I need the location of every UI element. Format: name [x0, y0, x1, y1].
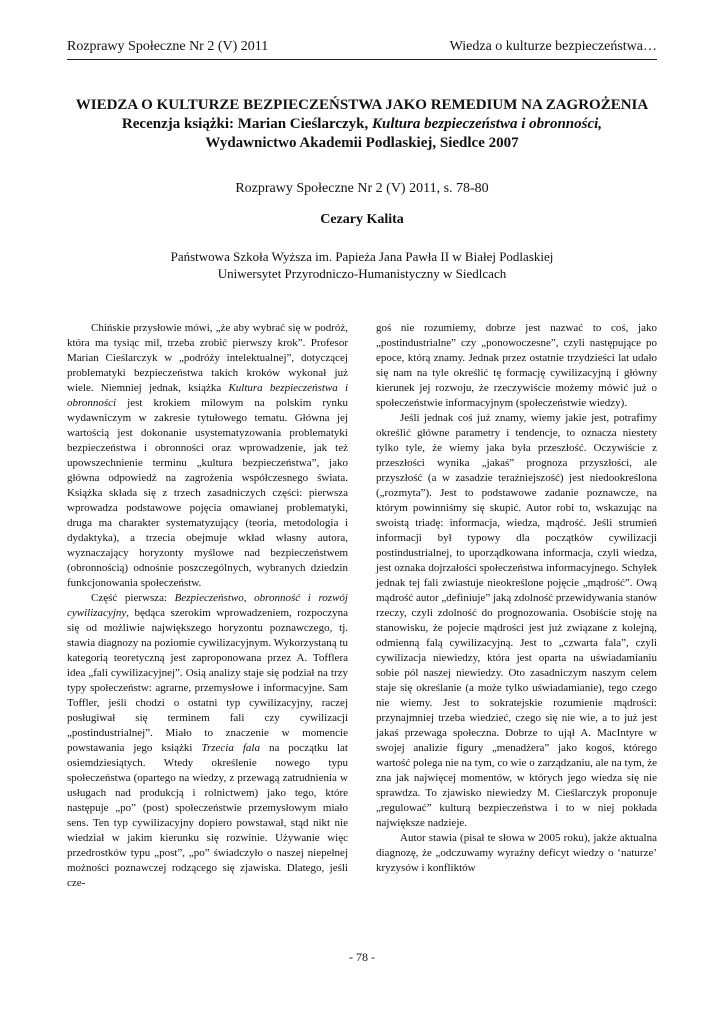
- affiliations: [67, 248, 657, 282]
- paragraph: [67, 591, 348, 891]
- text-run: na początku lat osiemdziesiątych. Wtedy określenie nowego typu społeczeństwa (opartego na wiedzy, z przewagą zatrudnienia w usługach nad produkcją i rolnictwem) jako tego, które następuje „po” (post) społeczeństwie przemysłowym miało sens. Ten typ cywilizacyjny dopiero powstawał, stąd nikt nie wiedział w jakim kierunku się rozwinie. Używanie więc przedrostków typu „post”, „po” świadczyło o naszej niepełnej możności poznawczej rodzącego się zjawiska. Dlatego, jeśli cze-: [67, 742, 348, 889]
- paragraph: goś nie rozumiemy, dobrze jest nazwać to coś, jako „postindustrialne” czy „ponowoczesne”, czyli następujące po epoce, którą znamy. Jednak przez ostatnie trzydzieści lat udało się nam na tyle określić tę formację cywilizacyjną i główny kierunek jej rozwoju, że rzeczywiście możemy mówić już o społeczeństwie informacyjnym (społeczeństwie wiedzy).: [376, 322, 657, 409]
- book-title-italic: Kultura bezpieczeństwa i obronności: [67, 382, 349, 409]
- affiliation-2: Uniwersytet Przyrodniczo-Humanistyczny w Siedlcach: [217, 266, 507, 281]
- title-line-3: Wydawnictwo Akademii Podlaskiej, Siedlce 2007: [205, 135, 519, 151]
- page-number: - 78 -: [349, 950, 375, 964]
- article-title: [67, 96, 657, 153]
- right-column: [376, 321, 657, 891]
- affiliation-1: Państwowa Szkoła Wyższa im. Papieża Jana Pawła II w Białej Podlaskiej: [170, 249, 554, 264]
- section-title-italic: Bezpieczeństwo, obronność i rozwój cywilizacyjny: [67, 592, 348, 619]
- book-title-italic: Trzecia fala: [201, 742, 260, 754]
- title-line-1: WIEDZA O KULTURZE BEZPIECZEŃSTWA JAKO REMEDIUM NA ZAGROŻENIA: [75, 97, 649, 113]
- header-journal: Rozprawy Społeczne Nr 2 (V) 2011: [67, 39, 269, 54]
- citation: Rozprawy Społeczne Nr 2 (V) 2011, s. 78-80: [235, 181, 489, 196]
- title-book-name: Kultura bezpieczeństwa i obronności,: [372, 116, 603, 132]
- title-line-2: [67, 115, 657, 134]
- text-run: jest krokiem milowym na polskim rynku wydawniczym w zakresie tytułowego tematu. Główna jej wartością jest dokonanie usystematyzowania problematyki bezpieczeństwa i obronności oraz wprowadzenie, jak też upowszechnienie terminu „kultura bezpieczeństwa”, jako główna odpowiedź na zagrożenia współczesnego świata. Książka składa się z trzech zasadniczych części: pierwsza wprowadza podstawowe pojęcia omawianej problematyki, druga ma charakter systematyzujący (teoria, metodologia i dydaktyka), a trzecia obejmuje wkład własny autora, wyznaczający horyzonty myślowe nad bezpieczeństwem (obronnością) odnośnie poszczególnych, wybranych dziedzin funkcjonowania społeczeństw.: [67, 397, 348, 589]
- body-columns: [67, 321, 657, 891]
- running-header: [67, 38, 657, 60]
- author-name: Cezary Kalita: [320, 212, 404, 227]
- text-run: Chińskie przysłowie mówi, „że aby wybrać się w podróż, która ma tysiąc mil, trzeba zrobić pierwszy krok”. Profesor Marian Cieślarczyk w „podróży intelektualnej”, dotyczącej problematyki bezpieczeństwa takich kroków wykonał już wiele. Niemniej jednak, książka: [67, 322, 348, 394]
- paragraph: Jeśli jednak coś już znamy, wiemy jakie jest, potrafimy określić główne parametry i tendencje, to oznacza niestety tylko tyle, że wiemy jaka była przeszłość. Oczywiście z przeszłości wynika „jakaś” prognoza przyszłości, ale przyszłość (a w zasadzie teraźniejszość) jest niedookreślona („rozmyta”). Jest to podstawowe zadanie poznawcze, na którym powinniśmy się skupić. Autor robi to, wskazując na swoistą triadę: informacja, wiedza, mądrość. Jeśli strumień informacji był typowy dla początków cywilizacji postindustrialnej, to uporządkowana informacja, czyli wiedza, jest oznaka dojrzałości społeczeństwa informacyjnego. Schyłek jednak tej fali zwiastuje nieokreślone pojęcie „mądrość”. Ową mądrość autor „definiuje” jaką zdolność przewidywania stanów rzeczy, czyli zdolność do prognozowania. Osobiście stoję na stanowisku, że pojecie mądrości jest już związane z kolejną, odmienną falą cywilizacyjną. Jest to „czwarta fala”, czyli cywilizacja niewiedzy, która jest oparta na uświadamianiu sobie pól naszej niewiedzy. Oto zasadniczym naszym celem staje się określanie (a może tylko uświadamianie), tego czego nie wiemy. Jest to sokratejskie rozumienie mądrości: przynajmniej trzeba wiedzieć, czego się nie wie, a to już jest jakaś przewaga społeczna. Dobrze to ujął A. MacIntyre w swojej analizie figury „menadżera” jako kogoś, którego wartość polega nie na tym, co wie o zarządzaniu, ale na tym, że zna jak najwięcej momentów, w których jego wiedza się nie sprawdza. To zjawisko niewiedzy M. Cieślarczyk proponuje „regulować” kulturą bezpieczeństwa i to w niej pokłada największe nadzieje.: [376, 412, 658, 829]
- paragraph: [67, 321, 348, 591]
- text-run: Część pierwsza:: [91, 592, 175, 604]
- paragraph: Autor stawia (pisał te słowa w 2005 roku), jakże aktualna diagnozę, że „odczuwamy wyraźny deficyt wiedzy o ‘naturze’ kryzysów i konfliktów: [376, 832, 657, 874]
- text-run: , będąca szerokim wprowadzeniem, rozpoczyna się od możliwie największego horyzontu poznawczego, tj. stawia diagnozy na poziomie cywilizacyjnym. Wykorzystaną tu kategorią teoretyczną jest zaproponowana przez A. Tofflera idea „fali cywilizacyjnej”. Osią analizy staje się podział na trzy typy społeczeństw: agrarne, przemysłowe i informacyjne. Sam Toffler, jeśli chodzi o ostatni typ cywilizacyjny, raczej posługiwał się terminem fali czy cywilizacji „postindustrialnej”. Miało to znaczenie w momencie powstawania jego książki: [67, 607, 348, 754]
- title-review-prefix: Recenzja książki: Marian Cieślarczyk,: [121, 116, 373, 132]
- left-column: [67, 321, 348, 891]
- header-article-title: Wiedza o kulturze bezpieczeństwa…: [449, 39, 657, 54]
